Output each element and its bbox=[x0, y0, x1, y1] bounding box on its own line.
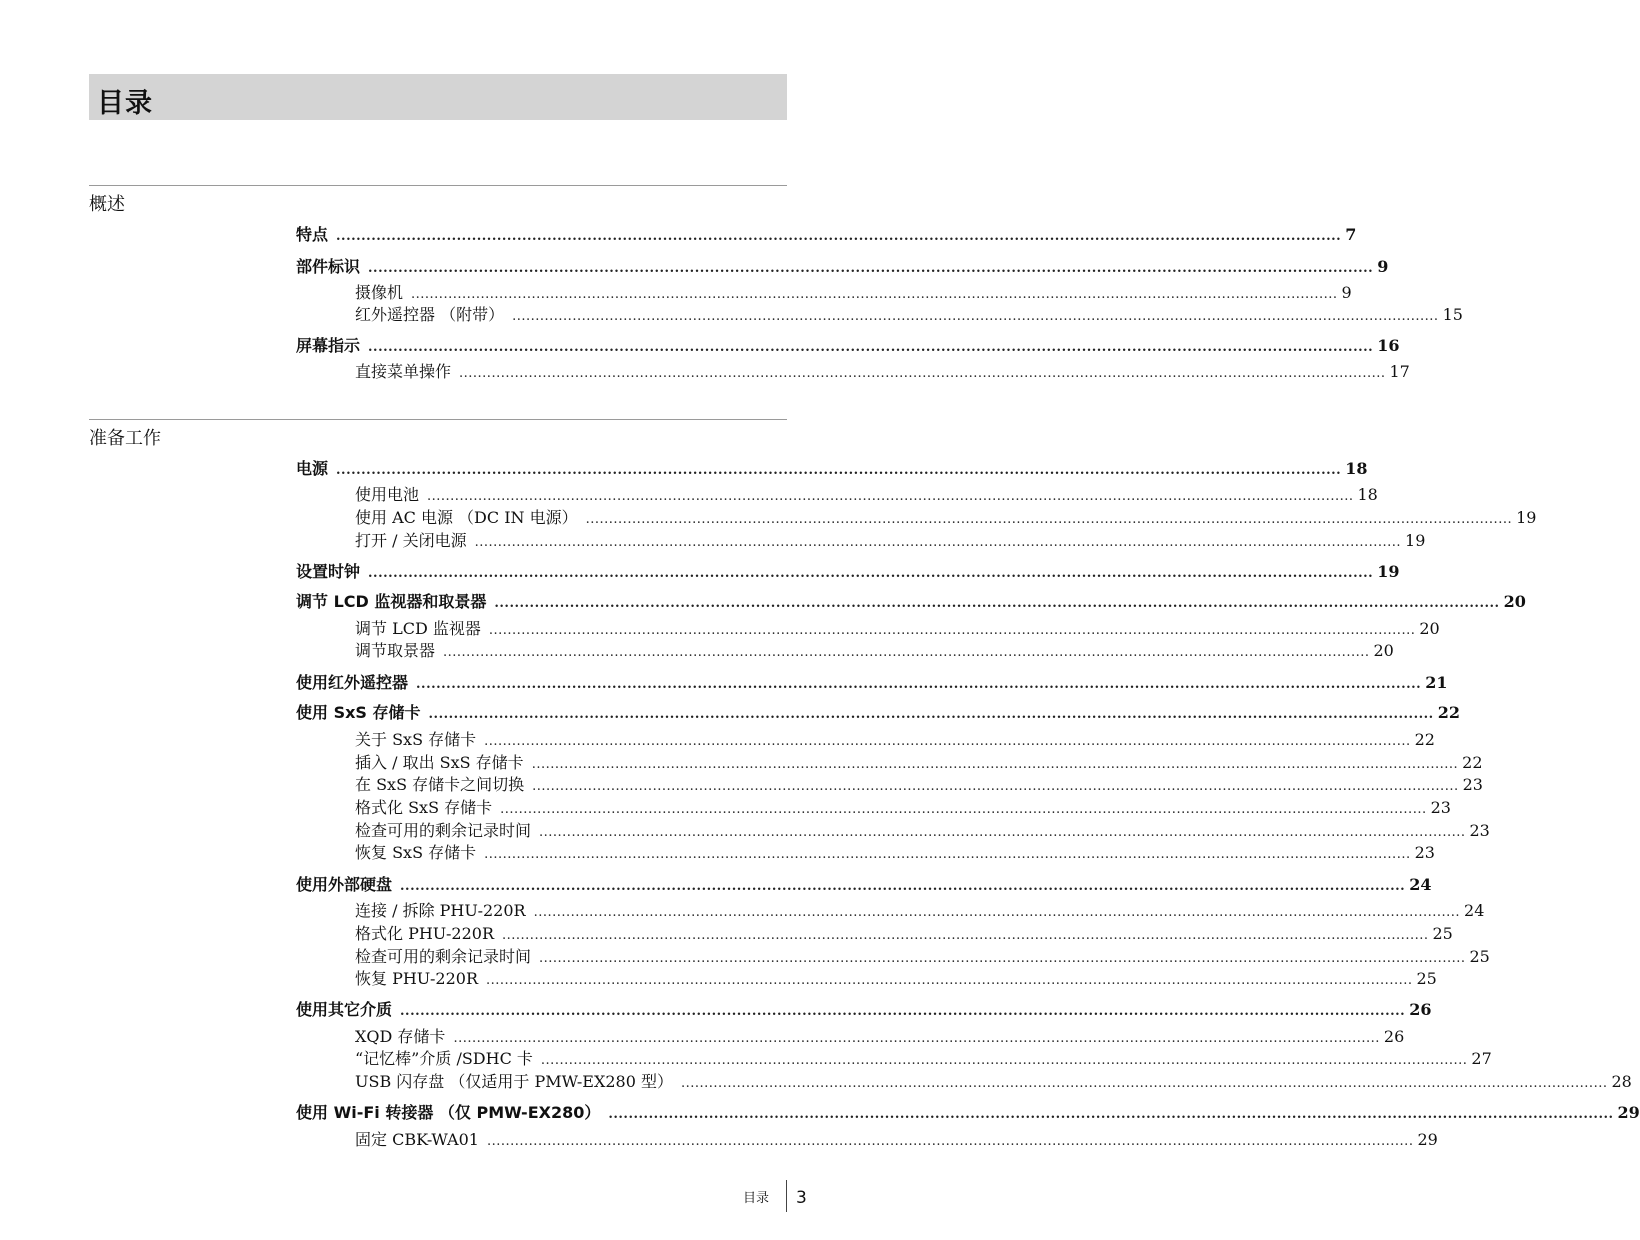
toc-entry-label: 恢复 PHU-220R bbox=[355, 969, 479, 988]
toc-subentry[interactable] bbox=[355, 898, 1485, 920]
dot-leader: ........................................................................................................................................................................................................ bbox=[411, 287, 1338, 302]
toc-subentry[interactable] bbox=[355, 482, 1378, 504]
dot-leader: ........................................................................................................................................................................................................ bbox=[681, 1076, 1608, 1091]
toc-entry-page: 25 bbox=[1432, 924, 1453, 943]
dot-leader: ........................................................................................................................................................................................................ bbox=[500, 802, 1427, 817]
toc-entry-page: 23 bbox=[1414, 843, 1435, 862]
toc-entry-label: 检查可用的剩余记录时间 bbox=[355, 947, 532, 966]
toc-subentry[interactable] bbox=[355, 921, 1453, 943]
dot-leader: ........................................................................................................................................................................................................ bbox=[484, 734, 1411, 749]
toc-entry-label: 使用 SxS 存储卡 bbox=[296, 703, 421, 722]
section-divider bbox=[89, 185, 787, 186]
toc-entry-page: 25 bbox=[1416, 969, 1437, 988]
toc-entry-page: 9 bbox=[1341, 283, 1352, 302]
toc-entry-label: 使用 AC 电源 （DC IN 电源） bbox=[355, 508, 578, 527]
dot-leader: ........................................................................................................................................................................................................ bbox=[488, 623, 1416, 638]
dot-leader: ........................................................................................................................................................................................................ bbox=[336, 463, 1342, 478]
toc-subentry[interactable] bbox=[355, 616, 1440, 638]
dot-leader: ........................................................................................................................................................................................................ bbox=[486, 973, 1413, 988]
toc-subentry[interactable] bbox=[355, 1069, 1632, 1091]
toc-entry[interactable] bbox=[296, 589, 1526, 611]
toc-entry-page: 19 bbox=[1516, 508, 1537, 527]
toc-subentry[interactable] bbox=[355, 772, 1483, 794]
toc-entry-page: 18 bbox=[1357, 485, 1378, 504]
toc-entry-page: 20 bbox=[1503, 592, 1526, 611]
dot-leader: ........................................................................................................................................................................................................ bbox=[453, 1031, 1380, 1046]
dot-leader: ........................................................................................................................................................................................................ bbox=[428, 707, 1434, 722]
toc-subentry[interactable] bbox=[355, 528, 1426, 550]
toc-entry-label: 直接菜单操作 bbox=[355, 362, 452, 381]
toc-entry-page: 21 bbox=[1425, 673, 1448, 692]
page-title-bar bbox=[89, 74, 787, 120]
page-title: 目录 bbox=[97, 88, 153, 119]
toc-subentry[interactable] bbox=[355, 280, 1352, 302]
toc-entry-page: 23 bbox=[1469, 821, 1490, 840]
toc-subentry[interactable] bbox=[355, 302, 1463, 324]
toc-entry-page: 20 bbox=[1373, 641, 1394, 660]
dot-leader: ........................................................................................................................................................................................................ bbox=[539, 825, 1466, 840]
toc-entry[interactable] bbox=[296, 456, 1368, 478]
dot-leader: ........................................................................................................................................................................................................ bbox=[532, 779, 1459, 794]
toc-entry-label: 部件标识 bbox=[296, 257, 361, 276]
toc-entry[interactable] bbox=[296, 254, 1389, 276]
toc-entry-label: 使用红外遥控器 bbox=[296, 673, 409, 692]
toc-entry-page: 22 bbox=[1462, 753, 1483, 772]
toc-entry-page: 26 bbox=[1409, 1000, 1432, 1019]
dot-leader: ........................................................................................................................................................................................................ bbox=[400, 1004, 1406, 1019]
toc-entry-page: 22 bbox=[1437, 703, 1460, 722]
footer-page-number: 3 bbox=[796, 1188, 807, 1208]
toc-entry[interactable] bbox=[296, 700, 1460, 722]
toc-entry-label: 插入 / 取出 SxS 存储卡 bbox=[355, 753, 524, 772]
toc-entry-label: 设置时钟 bbox=[296, 562, 361, 581]
dot-leader: ........................................................................................................................................................................................................ bbox=[502, 928, 1429, 943]
toc-subentry[interactable] bbox=[355, 1127, 1438, 1149]
toc-entry-label: 使用 Wi-Fi 转接器 （仅 PMW-EX280） bbox=[296, 1103, 601, 1122]
toc-entry-page: 23 bbox=[1462, 775, 1483, 794]
toc-entry-label: 调节取景器 bbox=[355, 641, 436, 660]
toc-entry-page: 27 bbox=[1471, 1049, 1492, 1068]
toc-entry-label: 使用外部硬盘 bbox=[296, 875, 393, 894]
dot-leader: ........................................................................................................................................................................................................ bbox=[531, 757, 1459, 772]
dot-leader: ........................................................................................................................................................................................................ bbox=[459, 366, 1386, 381]
toc-entry[interactable] bbox=[296, 997, 1432, 1019]
toc-entry-page: 9 bbox=[1377, 257, 1389, 276]
dot-leader: ........................................................................................................................................................................................................ bbox=[540, 1053, 1468, 1068]
dot-leader: ........................................................................................................................................................................................................ bbox=[368, 340, 1374, 355]
toc-entry[interactable] bbox=[296, 559, 1400, 581]
toc-subentry[interactable] bbox=[355, 944, 1490, 966]
toc-entry-label: 使用电池 bbox=[355, 485, 420, 504]
toc-entry[interactable] bbox=[296, 222, 1357, 244]
toc-entry-page: 19 bbox=[1405, 531, 1426, 550]
toc-subentry[interactable] bbox=[355, 750, 1483, 772]
dot-leader: ........................................................................................................................................................................................................ bbox=[336, 229, 1342, 244]
toc-subentry[interactable] bbox=[355, 359, 1410, 381]
dot-leader: ........................................................................................................................................................................................................ bbox=[400, 879, 1406, 894]
toc-entry-label: 固定 CBK-WA01 bbox=[355, 1130, 479, 1149]
toc-entry-label: “记忆棒”介质 /SDHC 卡 bbox=[355, 1049, 533, 1068]
dot-leader: ........................................................................................................................................................................................................ bbox=[368, 261, 1374, 276]
toc-entry-label: 红外遥控器 （附带） bbox=[355, 305, 505, 324]
section-title-preparation: 准备工作 bbox=[89, 428, 161, 449]
toc-entry-label: 打开 / 关闭电源 bbox=[355, 531, 467, 550]
toc-subentry[interactable] bbox=[355, 505, 1537, 527]
toc-entry-page: 18 bbox=[1345, 459, 1368, 478]
toc-entry-label: USB 闪存盘 （仅适用于 PMW-EX280 型） bbox=[355, 1072, 673, 1091]
toc-entry-label: 检查可用的剩余记录时间 bbox=[355, 821, 532, 840]
section-divider bbox=[89, 419, 787, 420]
toc-entry-label: 格式化 SxS 存储卡 bbox=[355, 798, 493, 817]
toc-entry[interactable] bbox=[296, 872, 1432, 894]
toc-entry[interactable] bbox=[296, 1100, 1640, 1122]
footer-divider bbox=[786, 1180, 787, 1212]
dot-leader: ........................................................................................................................................................................................................ bbox=[474, 535, 1402, 550]
dot-leader: ........................................................................................................................................................................................................ bbox=[368, 566, 1374, 581]
dot-leader: ........................................................................................................................................................................................................ bbox=[539, 951, 1466, 966]
toc-entry-label: 恢复 SxS 存储卡 bbox=[355, 843, 477, 862]
toc-entry-page: 22 bbox=[1414, 730, 1435, 749]
toc-entry-page: 16 bbox=[1377, 336, 1400, 355]
dot-leader: ........................................................................................................................................................................................................ bbox=[585, 512, 1513, 527]
toc-entry-label: 调节 LCD 监视器和取景器 bbox=[296, 592, 487, 611]
toc-entry-page: 23 bbox=[1430, 798, 1451, 817]
toc-entry-label: 屏幕指示 bbox=[296, 336, 361, 355]
dot-leader: ........................................................................................................................................................................................................ bbox=[416, 677, 1422, 692]
dot-leader: ........................................................................................................................................................................................................ bbox=[443, 645, 1370, 660]
toc-entry-page: 15 bbox=[1442, 305, 1463, 324]
toc-entry-page: 24 bbox=[1464, 901, 1485, 920]
toc-entry-label: 使用其它介质 bbox=[296, 1000, 393, 1019]
dot-leader: ........................................................................................................................................................................................................ bbox=[486, 1134, 1414, 1149]
toc-entry-label: 摄像机 bbox=[355, 283, 404, 302]
toc-subentry[interactable] bbox=[355, 1024, 1405, 1046]
toc-subentry[interactable] bbox=[355, 727, 1435, 749]
toc-subentry[interactable] bbox=[355, 966, 1437, 988]
toc-entry-page: 28 bbox=[1611, 1072, 1632, 1091]
toc-entry-page: 24 bbox=[1409, 875, 1432, 894]
toc-entry[interactable] bbox=[296, 670, 1448, 692]
toc-entry-page: 26 bbox=[1383, 1027, 1405, 1046]
toc-entry-label: 关于 SxS 存储卡 bbox=[355, 730, 477, 749]
toc-entry-label: 格式化 PHU-220R bbox=[355, 924, 495, 943]
toc-entry-page: 19 bbox=[1377, 562, 1400, 581]
toc-subentry[interactable] bbox=[355, 638, 1394, 660]
dot-leader: ........................................................................................................................................................................................................ bbox=[533, 905, 1461, 920]
toc-subentry[interactable] bbox=[355, 818, 1490, 840]
dot-leader: ........................................................................................................................................................................................................ bbox=[484, 847, 1411, 862]
toc-entry-page: 25 bbox=[1469, 947, 1490, 966]
dot-leader: ........................................................................................................................................................................................................ bbox=[427, 489, 1354, 504]
section-title-overview: 概述 bbox=[89, 194, 125, 215]
toc-subentry[interactable] bbox=[355, 795, 1451, 817]
toc-entry[interactable] bbox=[296, 333, 1400, 355]
toc-subentry[interactable] bbox=[355, 840, 1435, 862]
toc-entry-page: 29 bbox=[1617, 1103, 1640, 1122]
dot-leader: ........................................................................................................................................................................................................ bbox=[608, 1107, 1614, 1122]
toc-entry-page: 17 bbox=[1389, 362, 1410, 381]
toc-entry-page: 29 bbox=[1417, 1130, 1438, 1149]
toc-entry-label: XQD 存储卡 bbox=[355, 1027, 446, 1046]
toc-entry-label: 特点 bbox=[296, 225, 329, 244]
toc-entry-page: 7 bbox=[1345, 225, 1357, 244]
dot-leader: ........................................................................................................................................................................................................ bbox=[494, 596, 1500, 611]
footer-section-label: 目录 bbox=[743, 1191, 770, 1206]
toc-entry-label: 在 SxS 存储卡之间切换 bbox=[355, 775, 525, 794]
toc-entry-label: 调节 LCD 监视器 bbox=[355, 619, 481, 638]
toc-entry-label: 连接 / 拆除 PHU-220R bbox=[355, 901, 526, 920]
toc-entry-page: 20 bbox=[1419, 619, 1440, 638]
toc-entry-label: 电源 bbox=[296, 459, 329, 478]
dot-leader: ........................................................................................................................................................................................................ bbox=[512, 309, 1439, 324]
toc-subentry[interactable] bbox=[355, 1046, 1492, 1068]
